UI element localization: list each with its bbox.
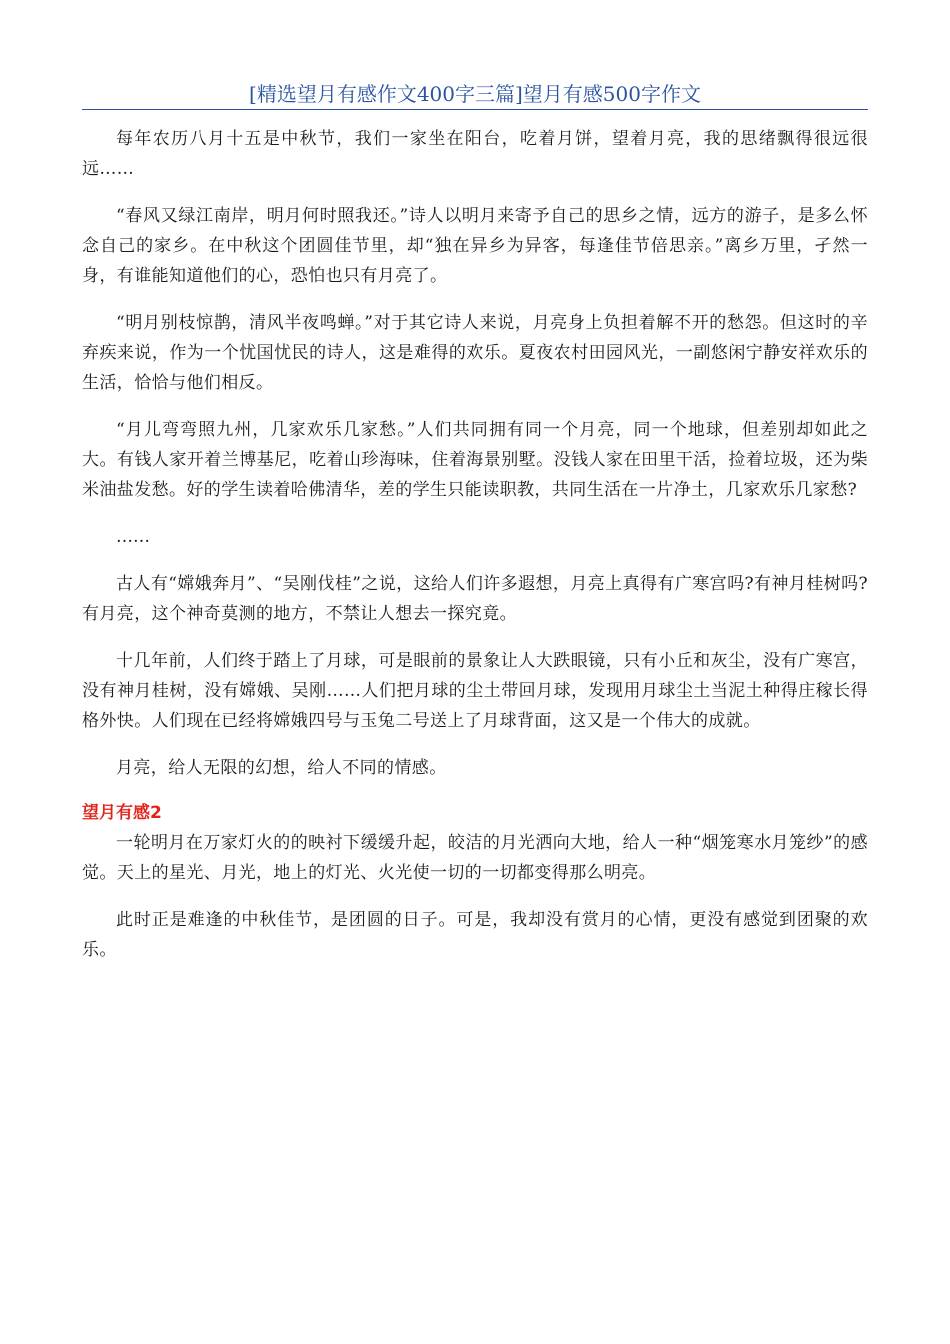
article-body xyxy=(82,124,868,982)
paragraph: 一轮明月在万家灯火的的映衬下缓缓升起，皎洁的月光洒向大地，给人一种“烟笼寒水月笼纱”的感觉。天上的星光、月光，地上的灯光、火光使一切的一切都变得那么明亮。 xyxy=(82,833,868,883)
page-header-title: [精选望月有感作文400字三篇]望月有感500字作文 xyxy=(249,82,701,106)
paragraph: 此时正是难逢的中秋佳节，是团圆的日子。可是，我却没有赏月的心情，更没有感觉到团聚的欢乐。 xyxy=(82,910,868,960)
paragraph: 每年农历八月十五是中秋节，我们一家坐在阳台，吃着月饼，望着月亮，我的思绪飘得很远很远…… xyxy=(82,129,868,179)
paragraph: 十几年前，人们终于踏上了月球，可是眼前的景象让人大跌眼镜，只有小丘和灰尘，没有广寒宫，没有神月桂树，没有嫦娥、吴刚……人们把月球的尘土带回月球，发现用月球尘土当泥土种得庄稼长得格外快。人们现在已经将嫦娥四号与玉兔二号送上了月球背面，这又是一个伟大的成就。 xyxy=(82,651,868,731)
ellipsis-line: …… xyxy=(116,527,150,547)
paragraph: “春风又绿江南岸，明月何时照我还。”诗人以明月来寄予自己的思乡之情，远方的游子，是多么怀念自己的家乡。在中秋这个团圆佳节里，却“独在异乡为异客，每逢佳节倍思亲。”离乡万里，孑然一身，有谁能知道他们的心，恐怕也只有月亮了。 xyxy=(82,206,868,286)
section-heading: 望月有感2 xyxy=(82,803,162,823)
header-divider xyxy=(82,109,868,110)
paragraph: “月儿弯弯照九州，几家欢乐几家愁。”人们共同拥有同一个月亮，同一个地球，但差别却如此之大。有钱人家开着兰博基尼，吃着山珍海味，住着海景别墅。没钱人家在田里干活，捡着垃圾，还为柴米油盐发愁。好的学生读着哈佛清华，差的学生只能读职教，共同生活在一片净土，几家欢乐几家愁? xyxy=(82,420,868,500)
paragraph: 古人有“嫦娥奔月”、“吴刚伐桂”之说，这给人们许多遐想，月亮上真得有广寒宫吗?有神月桂树吗?有月亮，这个神奇莫测的地方，不禁让人想去一探究竟。 xyxy=(82,574,868,624)
paragraph: “明月别枝惊鹊，清风半夜鸣蝉。”对于其它诗人来说，月亮身上负担着解不开的愁怨。但这时的辛弃疾来说，作为一个忧国忧民的诗人，这是难得的欢乐。夏夜农村田园风光，一副悠闲宁静安祥欢乐的生活，恰恰与他们相反。 xyxy=(82,313,868,393)
paragraph: 月亮，给人无限的幻想，给人不同的情感。 xyxy=(116,758,447,778)
